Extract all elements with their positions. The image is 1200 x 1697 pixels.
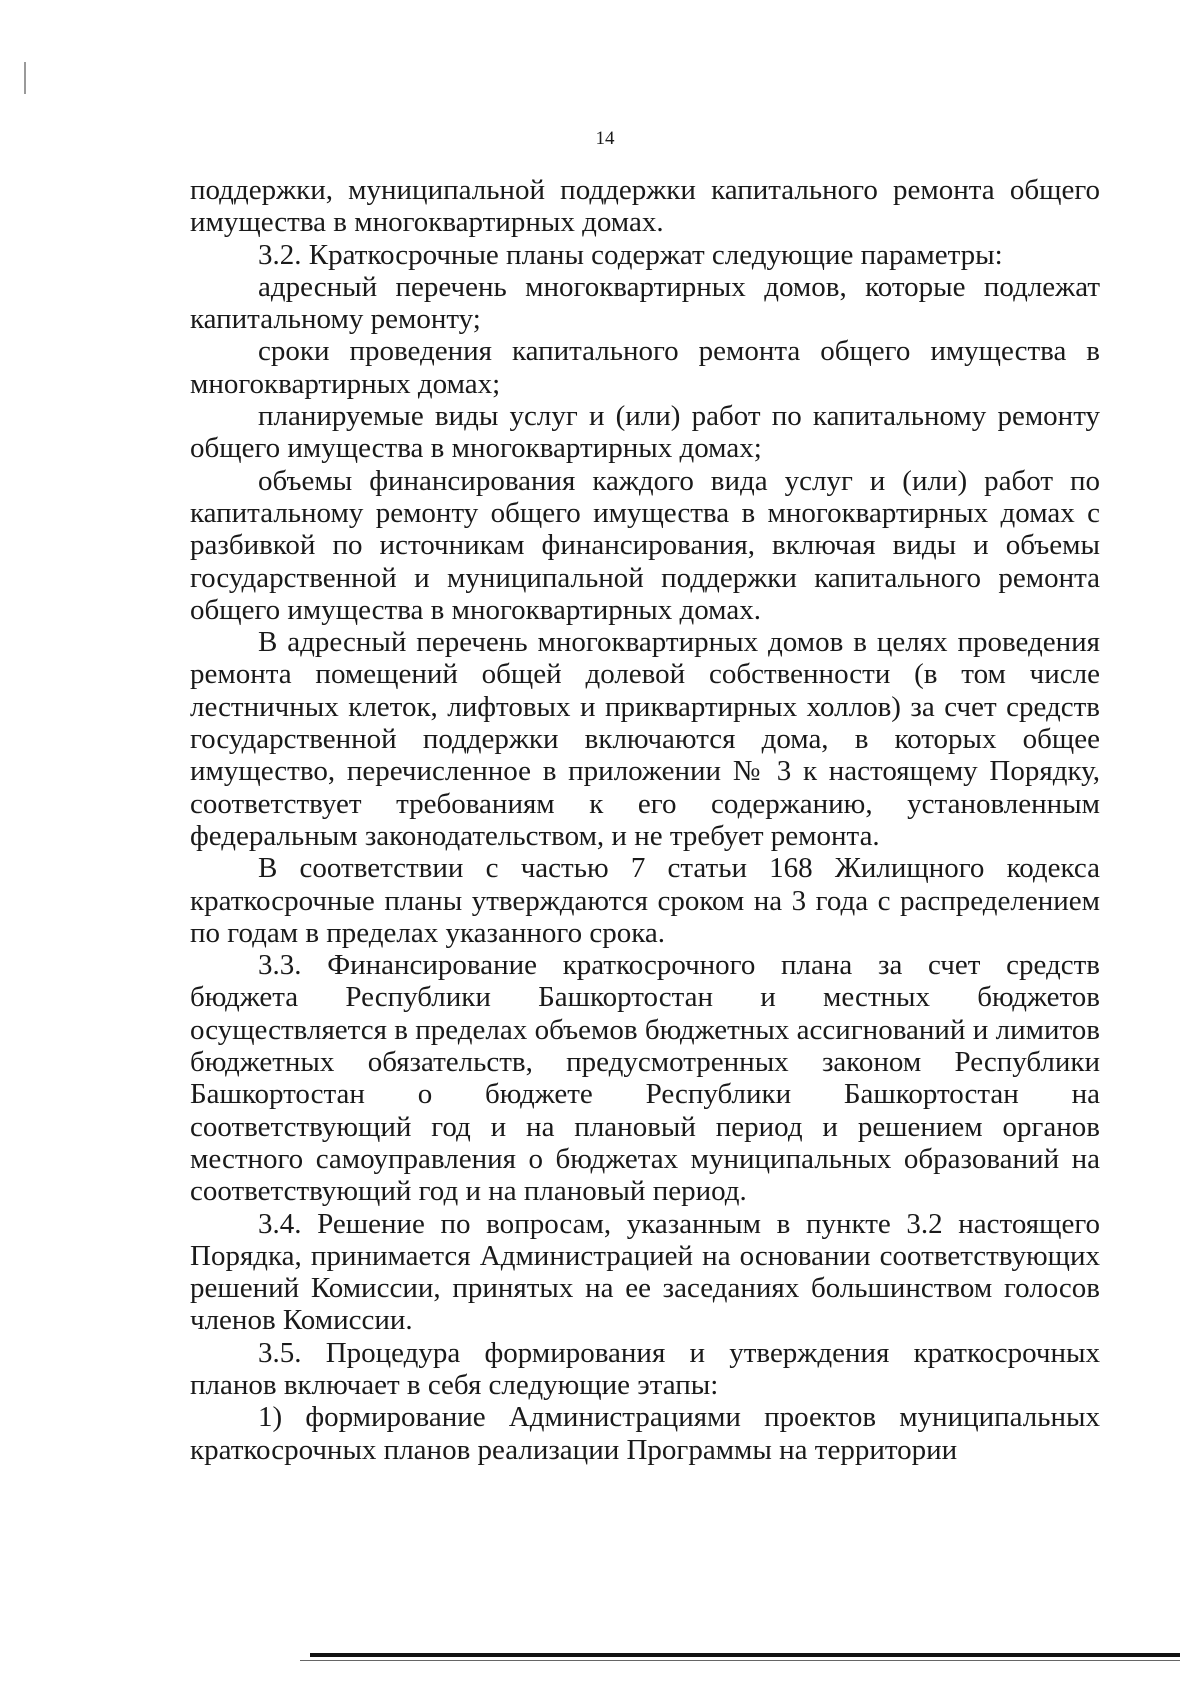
document-body — [190, 174, 1100, 1466]
paragraph-continuation: поддержки, муниципальной поддержки капитального ремонта общего имущества в многоквартирных домах. — [190, 174, 1100, 239]
paragraph-planned-works: планируемые виды услуг и (или) работ по капитальному ремонту общего имущества в многоквартирных домах; — [190, 400, 1100, 465]
paragraph-housing-code: В соответствии с частью 7 статьи 168 Жилищного кодекса краткосрочные планы утверждаются сроком на 3 года с распределением по годам в пределах указанного срока. — [190, 852, 1100, 949]
paragraph-3-5: 3.5. Процедура формирования и утверждения краткосрочных планов включает в себя следующие этапы: — [190, 1336, 1100, 1401]
paragraph-stage-1: 1) формирование Администрациями проектов муниципальных краткосрочных планов реализации Программы на территории — [190, 1401, 1100, 1466]
scan-bottom-edge-line — [310, 1653, 1180, 1657]
paragraph-3-3: 3.3. Финансирование краткосрочного плана за счет средств бюджета Республики Башкортостан и местных бюджетов осуществляется в пределах объемов бюджетных ассигнований и лимитов бюджетных обязательств, предусмотренных законом Республики Башкортостан о бюджете Республики Башкортостан на соответствующий год и на плановый период и решением органов местного самоуправления о бюджетах муниципальных образований на соответствующий год и на плановый период. — [190, 949, 1100, 1208]
paragraph-3-2-heading: 3.2. Краткосрочные планы содержат следующие параметры: — [258, 238, 1003, 271]
paragraph-address-list-inclusion: В адресный перечень многоквартирных домов в целях проведения ремонта помещений общей долевой собственности (в том числе лестничных клеток, лифтовых и приквартирных холлов) за счет средств государственной поддержки включаются дома, в которых общее имущество, перечисленное в приложении № 3 к настоящему Порядку, соответствует требованиям к его содержанию, установленным федеральным законодательством, и не требует ремонта. — [190, 626, 1100, 852]
paragraph-repair-terms: сроки проведения капитального ремонта общего имущества в многоквартирных домах; — [190, 335, 1100, 400]
paragraph-3-4: 3.4. Решение по вопросам, указанным в пункте 3.2 настоящего Порядка, принимается Администрацией на основании соответствующих решений Комиссии, принятых на ее заседаниях большинством голосов членов Комиссии. — [190, 1207, 1100, 1337]
scan-artifact-mark — [24, 62, 26, 94]
page-number: 14 — [595, 128, 615, 149]
paragraph-financing-volumes: объемы финансирования каждого вида услуг и (или) работ по капитальному ремонту общего имущества в многоквартирных домах с разбивкой по источникам финансирования, включая виды и объемы государственной и муниципальной поддержки капитального ремонта общего имущества в многоквартирных домах. — [190, 464, 1100, 626]
paragraph-address-list: адресный перечень многоквартирных домов, которые подлежат капитальному ремонту; — [190, 270, 1100, 336]
scan-bottom-edge-line-thin — [300, 1660, 1180, 1661]
